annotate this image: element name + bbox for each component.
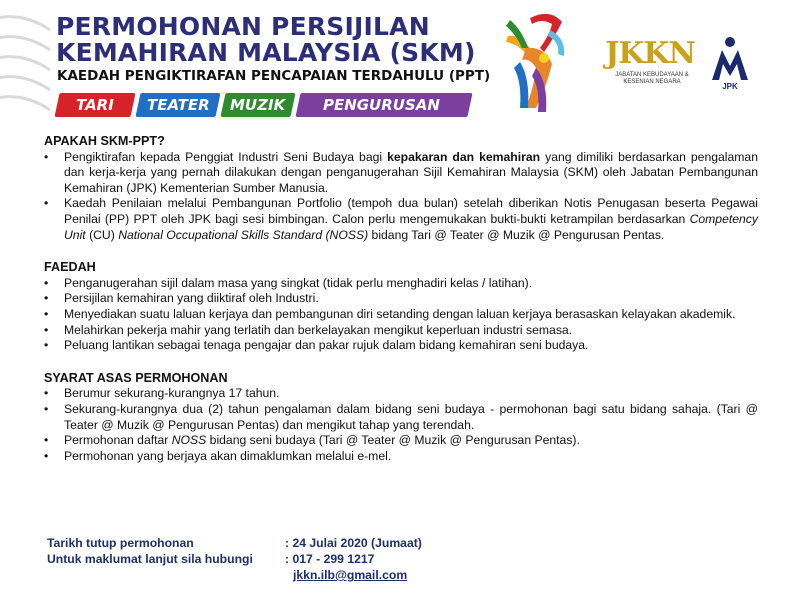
syarat-list [44,386,758,464]
colorful-emblem-icon [500,8,572,126]
list-item: • Penganugerahan sijil dalam masa yang singkat (tidak perlu menghadiri kelas / latihan). [44,276,758,292]
list-item: • Peluang lantikan sebagai tenaga pengajar dan pakar rujuk dalam bidang kemahiran seni budaya. [44,338,758,354]
email-link[interactable]: jkkn.ilb@gmail.com [293,568,408,582]
tag-tari: TARI [54,93,135,117]
main-content [44,134,758,464]
contact-label: Untuk maklumat lanjut sila hubungi [47,552,253,566]
tag-muzik: MUZIK [220,93,295,117]
list-item: • Melahirkan pekerja mahir yang terlatih dan berkelayakan mengikut keperluan industri semasa. [44,323,758,339]
title-line-2: KEMAHIRAN MALAYSIA (SKM) [56,38,476,67]
section-title-syarat: SYARAT ASAS PERMOHONAN [44,370,228,385]
discipline-tags [57,93,470,138]
list-item: • Permohonan yang berjaya akan dimaklumkan melalui e-mel. [44,449,758,465]
deadline-row [47,535,422,551]
tag-teater: TEATER [135,93,220,117]
deadline-label: Tarikh tutup permohonan [47,536,194,550]
email-row [47,567,422,583]
tag-pengurusan-pentas: PENGURUSAN PENTAS [295,93,472,117]
header [0,0,800,138]
section-title-skm-ppt: APAKAH SKM-PPT? [44,134,165,148]
contact-row [47,551,422,567]
list-item: • Kaedah Penilaian melalui Pembangunan Portfolio (tempoh dua bulan) setelah diberikan Notis Penugasan beserta Pegawai Penilai (PP) PPT oleh JPK bagi sesi bimbingan. Calon perlu mengemukakan bukti-bukti ketrampilan berdasarkan Competency Unit (CU) National Occupational Skills Standard (NOSS) bidang Tari @ Teater @ Muzik @ Pengurusan Pentas. [44,196,758,243]
deadline-value: : 24 Julai 2020 (Jumaat) [285,536,422,550]
skm-ppt-list [44,150,758,244]
section-title-faedah: FAEDAH [44,260,96,275]
decorative-pattern-left [0,0,60,128]
list-item: • Menyediakan suatu laluan kerjaya dan pembangunan diri setanding dengan laluan kerjaya berasaskan kelayakan akademik. [44,307,758,323]
list-item: • Sekurang-kurangnya dua (2) tahun pengalaman dalam bidang seni budaya - permohonan bagi satu bidang sahaja. (Tari @ Teater @ Muzik @ Pengurusan Pentas) dan mengikut tahap yang terendah. [44,402,758,433]
jkkn-logo: JKKN JABATAN KEBUDAYAAN & KESENIAN NEGARA [605,36,695,85]
subtitle: KAEDAH PENGIKTIRAFAN PENCAPAIAN TERDAHULU (PPT) [57,68,491,84]
list-item: • Persijilan kemahiran yang diiktiraf oleh Industri. [44,291,758,307]
faedah-list [44,276,758,354]
phone-number: : 017 - 299 1217 [285,552,375,566]
list-item: • Pengiktirafan kepada Penggiat Industri Seni Budaya bagi kepakaran dan kemahiran yang dimiliki berdasarkan pengalaman dan kerja-kerja yang pernah dilakukan dengan penganugerahan Sijil Kemahiran Malaysia (SKM) oleh Jabatan Pembangunan Kemahiran (JPK) Kementerian Sumber Manusia. [44,150,758,197]
list-item: • Berumur sekurang-kurangnya 17 tahun. [44,386,758,402]
footer-contact [47,535,422,583]
list-item: • Permohonan daftar NOSS bidang seni budaya (Tari @ Teater @ Muzik @ Pengurusan Pentas). [44,433,758,449]
title-line-1: PERMOHONAN PERSIJILAN [56,12,430,41]
jpk-label: JPK [722,82,738,91]
